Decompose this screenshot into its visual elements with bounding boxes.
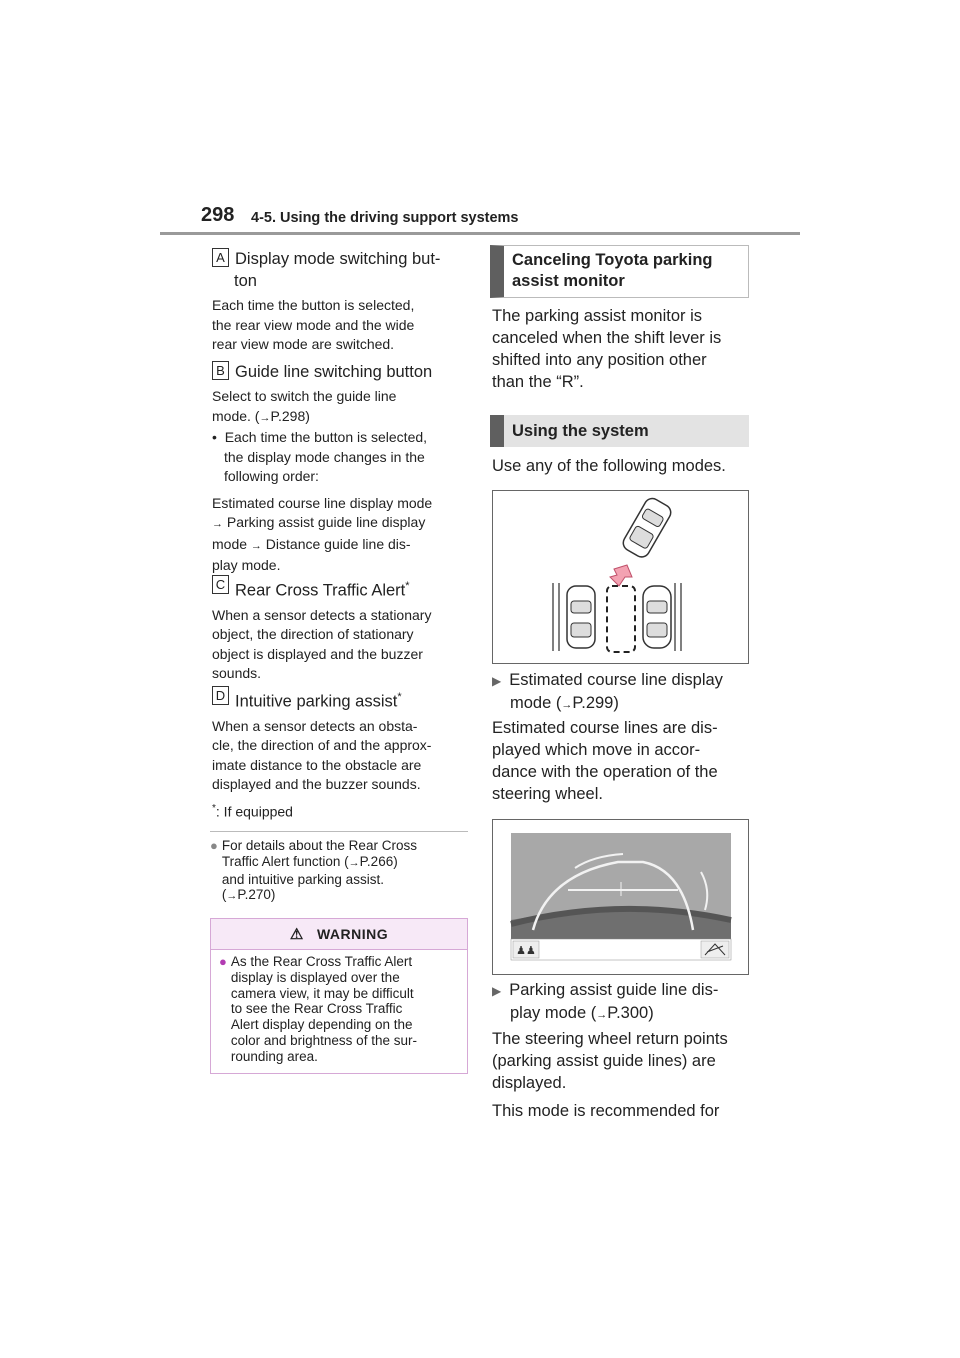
item-a-title-2: ton — [234, 272, 257, 290]
mode1-title: ▶ Estimated course line display mode (→P.299) — [492, 671, 723, 712]
bullet-icon: ● — [210, 838, 218, 853]
right-arrow-icon: → — [250, 539, 262, 552]
item-b-bullet: • Each time the button is selected, the display mode changes in the following order: — [212, 429, 428, 484]
bullet-icon: ● — [219, 954, 227, 969]
mode2-title: ▶ Parking assist guide line dis- play mode (→P.300) — [492, 981, 719, 1022]
note: ● For details about the Rear Cross Traffic Alert function (→P.266) and intuitive parking assist. (→P.270) — [210, 838, 468, 905]
item-a-title: Display mode switching but- — [235, 250, 441, 268]
item-a — [212, 248, 468, 355]
item-d: D Intuitive parking assist* When a sensor detects an obsta- cle, the direction of and the approx- imate distance to the obstacle are displayed and the buzzer sounds. *: If equipped — [212, 686, 468, 822]
camera-screen-figure — [492, 819, 749, 975]
triangle-bullet-icon: ▶ — [492, 984, 502, 998]
page-number: 298 — [201, 204, 235, 226]
label-c: C — [212, 575, 229, 594]
item-a-desc: Each time the button is selected, the rear view mode and the wide rear view mode are switched. — [212, 297, 415, 352]
right-arrow-icon: → — [212, 518, 223, 530]
item-b-title: Guide line switching button — [235, 363, 433, 381]
direction-arrow-icon — [610, 565, 632, 586]
item-c-title: Rear Cross Traffic Alert — [235, 581, 406, 600]
right-arrow-icon: → — [226, 890, 238, 903]
warning-box — [210, 918, 468, 1074]
right-arrow-icon: → — [259, 411, 271, 424]
item-c-desc: When a sensor detects a stationary object, the direction of stationary object is displayed and the buzzer sounds. — [212, 606, 432, 681]
guide-line-switch-button[interactable] — [701, 941, 729, 958]
item-b — [212, 361, 468, 576]
parking-diagram — [492, 490, 749, 664]
section-title: 4-5. Using the driving support systems — [251, 210, 519, 226]
item-d-title: Intuitive parking assist — [235, 692, 398, 711]
item-d-desc: When a sensor detects an obsta- cle, the direction of and the approx- imate distance to the obstacle are displayed and the buzzer sounds. — [212, 717, 432, 792]
note-divider — [210, 831, 468, 832]
triangle-bullet-icon: ▶ — [492, 674, 502, 688]
item-c: C Rear Cross Traffic Alert* When a sensor detects a stationary object, the direction of stationary object is displayed and the buzzer sounds. — [212, 575, 468, 684]
header-rule — [160, 232, 800, 235]
svg-text:♟♟: ♟♟ — [516, 944, 536, 957]
mode2-desc: The steering wheel return points (parking assist guide lines) are displayed. This mode is recommended for — [492, 1030, 728, 1120]
warning-title: WARNING — [316, 926, 389, 942]
item-b-desc: Select to switch the guide line mode. (→P.298) • Each time the button is selected, the display mode changes in the following order: Estimated course line display mode → Parking assist guide line display mode → Distance guide line dis- play mode. — [212, 387, 468, 576]
warning-text: As the Rear Cross Traffic Alert display is displayed over the camera view, it may be difficult to see the Rear Cross Traffic Alert display depending on the color and brightness of the sur- rounding area. — [230, 954, 417, 1064]
using-text: Use any of the following modes. — [492, 457, 726, 475]
mode1-desc: Estimated course lines are dis- played which move in accor- dance with the operation of the steering wheel. — [492, 719, 718, 803]
label-b: B — [212, 361, 229, 380]
right-arrow-icon: → — [596, 1009, 608, 1021]
label-d: D — [212, 686, 229, 705]
right-arrow-icon: → — [348, 856, 360, 869]
reversing-car — [620, 496, 673, 560]
warning-triangle-icon: ⚠ — [289, 926, 304, 943]
cancel-text: The parking assist monitor is canceled when the shift lever is shifted into any position other than the “R”. — [492, 307, 722, 391]
item-b-order: Estimated course line display mode → Parking assist guide line display mode → Distance guide line dis- play mode. — [212, 494, 433, 573]
footnote: *: If equipped — [212, 802, 293, 820]
label-a: A — [212, 248, 229, 267]
target-parking-space — [607, 586, 635, 652]
right-arrow-icon: → — [561, 699, 573, 711]
heading-canceling: Canceling Toyota parking assist monitor — [490, 245, 749, 298]
parked-car-right — [643, 586, 671, 648]
display-mode-button[interactable] — [513, 941, 539, 958]
parked-car-left — [567, 586, 595, 648]
heading-using: Using the system — [490, 415, 749, 447]
